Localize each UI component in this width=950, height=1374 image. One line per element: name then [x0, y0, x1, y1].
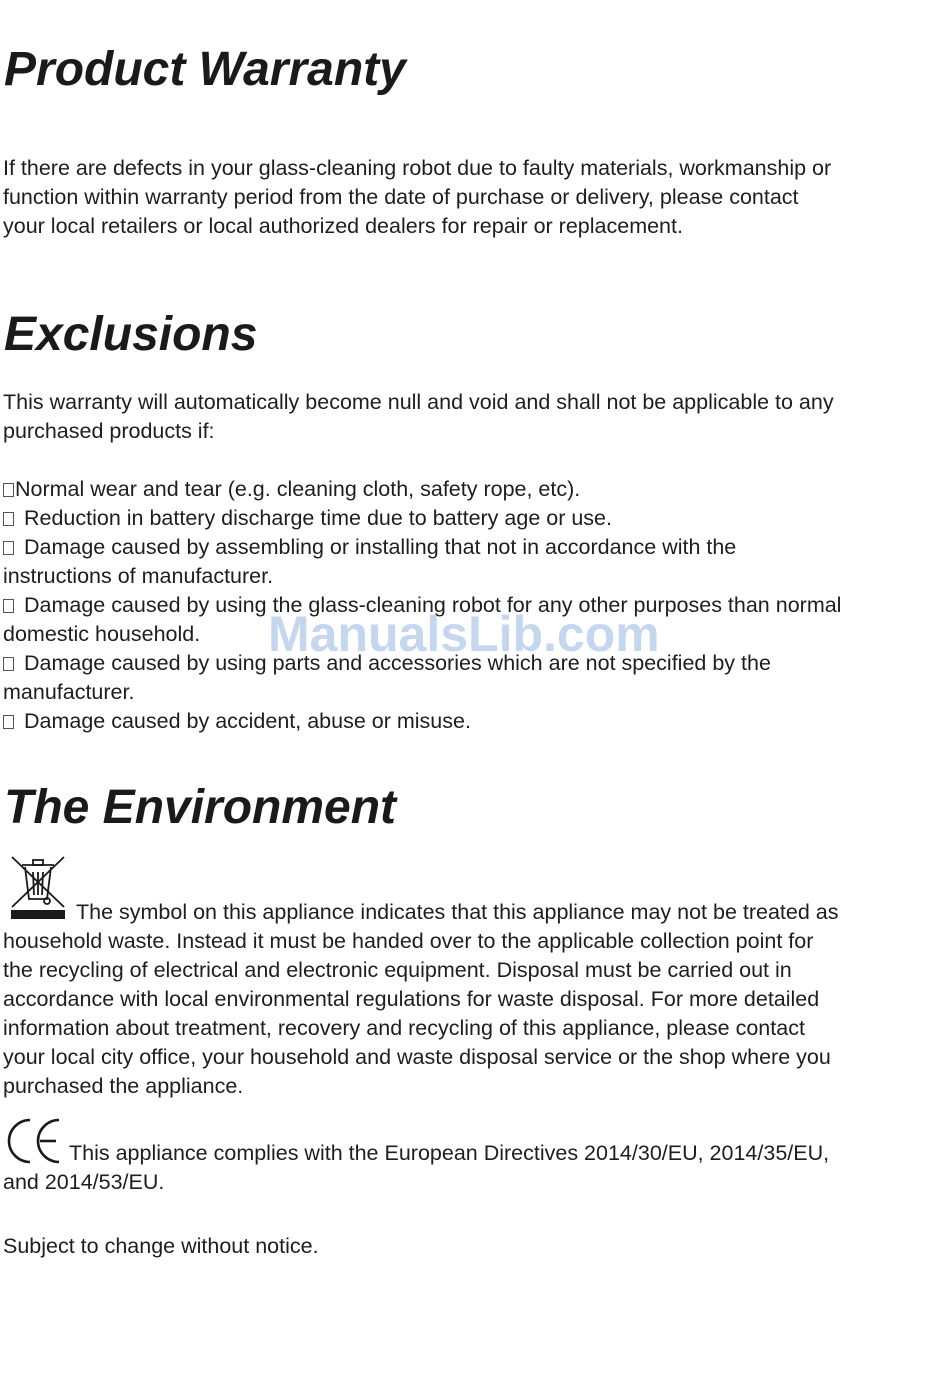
text-line	[3, 533, 948, 562]
ce-paragraph	[3, 1139, 943, 1197]
list-item	[3, 533, 948, 591]
checkbox-glyph-icon	[3, 483, 14, 497]
text-line: If there are defects in your glass-cleaning robot due to faulty materials, workmanship or	[3, 156, 832, 180]
text-line: the recycling of electrical and electronic equipment. Disposal must be carried out in	[3, 958, 792, 982]
warranty-paragraph	[3, 154, 943, 241]
text-line	[3, 649, 948, 678]
checkbox-glyph-icon	[3, 657, 14, 671]
text-line: purchased the appliance.	[3, 1074, 244, 1098]
list-item	[3, 649, 948, 707]
text-line: instructions of manufacturer.	[3, 564, 274, 588]
text-line: This appliance complies with the European Directives 2014/30/EU, 2014/35/EU,	[69, 1141, 830, 1165]
text-line	[3, 504, 948, 533]
environment-heading: The Environment	[4, 781, 397, 834]
notice-text	[3, 1232, 943, 1261]
exclusions-heading: Exclusions	[4, 308, 258, 361]
checkbox-glyph-icon	[3, 512, 14, 526]
text-line: and 2014/53/EU.	[3, 1170, 165, 1194]
text-line: manufacturer.	[3, 680, 135, 704]
exclusions-list	[3, 475, 948, 736]
text-line: domestic household.	[3, 622, 201, 646]
list-item-text: Damage caused by using parts and accessories which are not specified by the	[18, 651, 771, 675]
list-item	[3, 504, 948, 533]
text-line	[3, 475, 948, 504]
text-line: purchased products if:	[3, 419, 215, 443]
watermark: ManualsLib.com	[268, 606, 660, 662]
list-item-text: Damage caused by assembling or installing that not in accordance with the	[18, 535, 737, 559]
text-line	[3, 591, 948, 620]
text-line: accordance with local environmental regulations for waste disposal. For more detailed	[3, 987, 820, 1011]
text-line	[3, 707, 948, 736]
list-item	[3, 707, 948, 736]
checkbox-glyph-icon	[3, 715, 14, 729]
text-line: This warranty will automatically become null and void and shall not be applicable to any	[3, 390, 834, 414]
list-item-text: Normal wear and tear (e.g. cleaning cloth, safety rope, etc).	[15, 477, 581, 501]
text-line: The symbol on this appliance indicates that this appliance may not be treated as	[76, 900, 839, 924]
list-item-text: Damage caused by using the glass-cleaning robot for any other purposes than normal	[18, 593, 842, 617]
checkbox-glyph-icon	[3, 599, 14, 613]
text-line: household waste. Instead it must be handed over to the applicable collection point for	[3, 929, 814, 953]
list-item-text: Damage caused by accident, abuse or misuse.	[18, 709, 471, 733]
product-warranty-heading: Product Warranty	[4, 43, 406, 96]
exclusions-intro	[3, 388, 943, 446]
text-line: your local retailers or local authorized dealers for repair or replacement.	[3, 214, 683, 238]
text-line: information about treatment, recovery and recycling of this appliance, please contact	[3, 1016, 805, 1040]
list-item-text: Reduction in battery discharge time due to battery age or use.	[18, 506, 612, 530]
text-line: your local city office, your household and waste disposal service or the shop where you	[3, 1045, 831, 1069]
checkbox-glyph-icon	[3, 541, 14, 555]
list-item	[3, 591, 948, 649]
text-line: Subject to change without notice.	[3, 1234, 319, 1258]
text-line: function within warranty period from the date of purchase or delivery, please contact	[3, 185, 799, 209]
weee-paragraph	[3, 898, 943, 1101]
list-item	[3, 475, 948, 504]
